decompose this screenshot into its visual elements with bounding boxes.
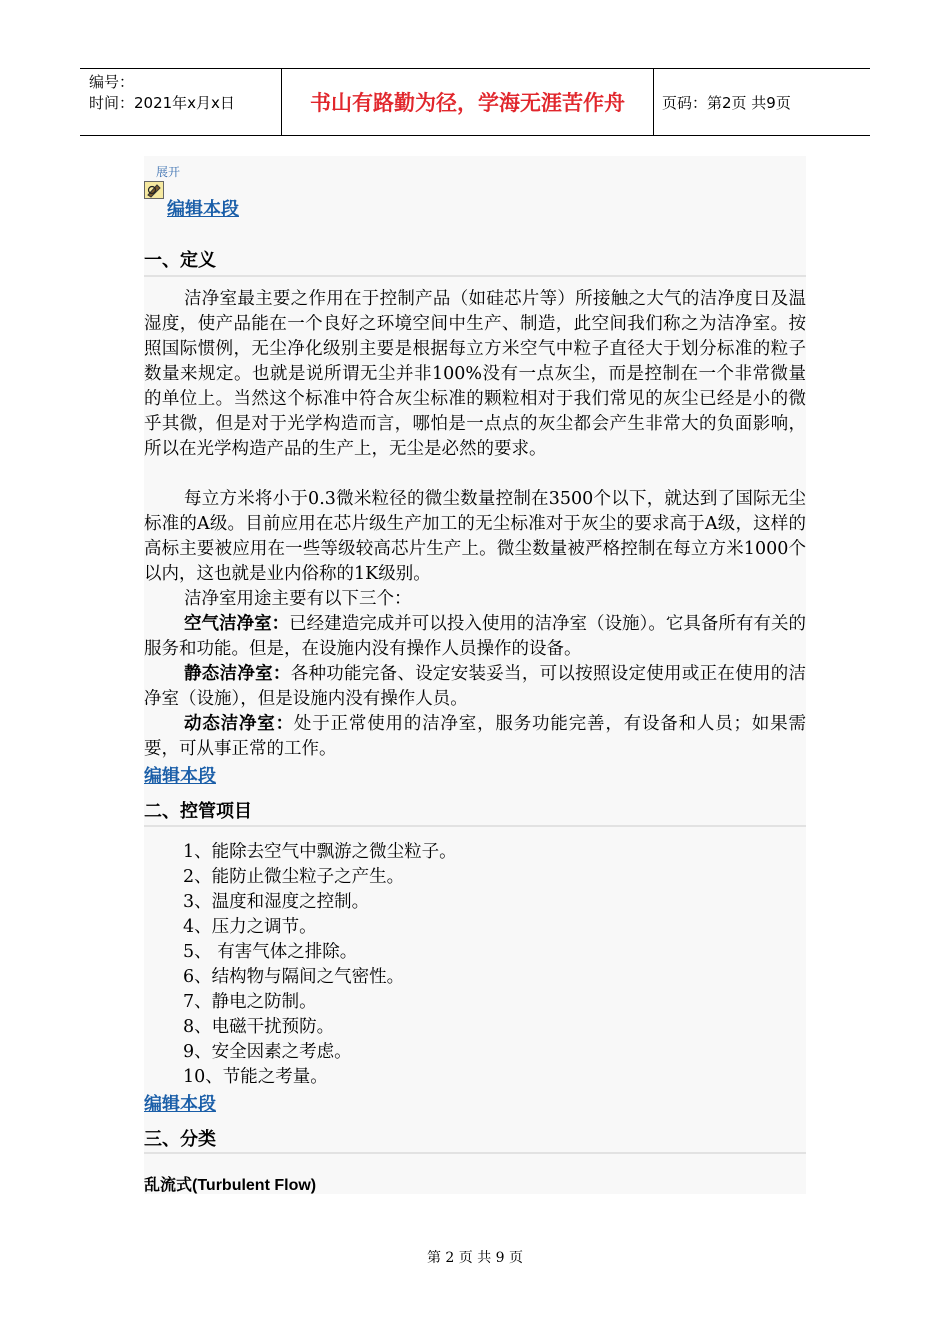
- definition-paragraph-2: 每立方米将小于0.3微米粒径的微尘数量控制在3500个以下，就达到了国际无尘标准的A级。目前应用在芯片级生产加工的无尘标准对于灰尘的要求高于A级，这样的高标主要被应用在一些等级较高芯片生产上。微尘数量被严格控制在每立方米1000个以内，这也就是业内俗称的1K级别。: [144, 489, 806, 584]
- list-item: 3、温度和湿度之控制。: [183, 892, 370, 912]
- list-item: 2、能防止微尘粒子之产生。: [183, 867, 405, 887]
- air-cleanroom-label: 空气洁净室：: [184, 614, 290, 634]
- header-meta: [80, 69, 282, 135]
- edit-section-link[interactable]: 编辑本段: [144, 766, 216, 787]
- turbulent-flow-heading: 乱流式(Turbulent Flow): [144, 1177, 317, 1194]
- section-title-classification: 三、分类: [144, 1129, 216, 1150]
- date-label: 时间：2021年x月x日: [89, 94, 235, 112]
- static-cleanroom-text: 各种功能完备、设定安装妥当，可以按照设定使用或正在使用的洁净室（设施），但是设施内没有操作人员。: [144, 664, 807, 709]
- list-item: 10、节能之考量。: [183, 1067, 328, 1087]
- header-motto: 书山有路勤为径，学海无涯苦作舟: [282, 69, 654, 135]
- definition-paragraph-3: 洁净室用途主要有以下三个：: [184, 589, 412, 609]
- air-cleanroom-text: 已经建造完成并可以投入使用的洁净室（设施）。它具备所有有关的服务和功能。但是，在设施内没有操作人员操作的设备。: [144, 614, 807, 659]
- definition-paragraph-1: 洁净室最主要之作用在于控制产品（如硅芯片等）所接触之大气的洁净度日及温湿度，使产品能在一个良好之环境空间中生产、制造，此空间我们称之为洁净室。按照国际惯例，无尘净化级别主要是根据每立方米空气中粒子直径大于划分标准的粒子数量来规定。也就是说所谓无尘并非100%没有一点灰尘，而是控制在一个非常微量的单位上。当然这个标准中符合灰尘标准的颗粒相对于我们常见的灰尘已经是小的微乎其微，但是对于光学构造而言，哪怕是一点点的灰尘都会产生非常大的负面影响，所以在光学构造产品的生产上，无尘是必然的要求。: [144, 289, 806, 459]
- list-item: 5、 有害气体之排除。: [183, 942, 358, 962]
- edit-section-link[interactable]: 编辑本段: [144, 1094, 216, 1115]
- page-footer: 第 2 页 共 9 页: [426, 1250, 524, 1266]
- air-cleanroom-paragraph: [144, 612, 806, 662]
- list-item: 9、安全因素之考虑。: [183, 1042, 352, 1062]
- expand-link[interactable]: 展开: [156, 165, 181, 179]
- list-item: 1、能除去空气中飘游之微尘粒子。: [183, 842, 457, 862]
- list-item: 8、电磁干扰预防。: [183, 1017, 335, 1037]
- list-item: 6、结构物与隔间之气密性。: [183, 967, 405, 987]
- static-cleanroom-paragraph: [144, 662, 806, 712]
- section-title-definition: 一、定义: [144, 250, 216, 271]
- section-divider: [144, 275, 806, 277]
- dynamic-cleanroom-text: 处于正常使用的洁净室，服务功能完善，有设备和人员；如果需要，可从事正常的工作。: [144, 714, 807, 759]
- section-divider: [144, 1152, 806, 1154]
- section-title-control: 二、控管项目: [144, 801, 252, 822]
- edit-pencil-icon[interactable]: [144, 181, 164, 199]
- list-item: 4、压力之调节。: [183, 917, 317, 937]
- dynamic-cleanroom-label: 动态洁净室：: [184, 714, 294, 734]
- edit-section-link[interactable]: 编辑本段: [167, 199, 239, 220]
- header-page-info: 页码：第2页 共9页: [662, 93, 791, 112]
- document-header: [80, 68, 870, 136]
- static-cleanroom-label: 静态洁净室：: [184, 664, 291, 684]
- list-item: 7、静电之防制。: [183, 992, 317, 1012]
- section-divider: [144, 825, 806, 827]
- dynamic-cleanroom-paragraph: [144, 712, 806, 762]
- number-label: 编号：: [89, 73, 135, 91]
